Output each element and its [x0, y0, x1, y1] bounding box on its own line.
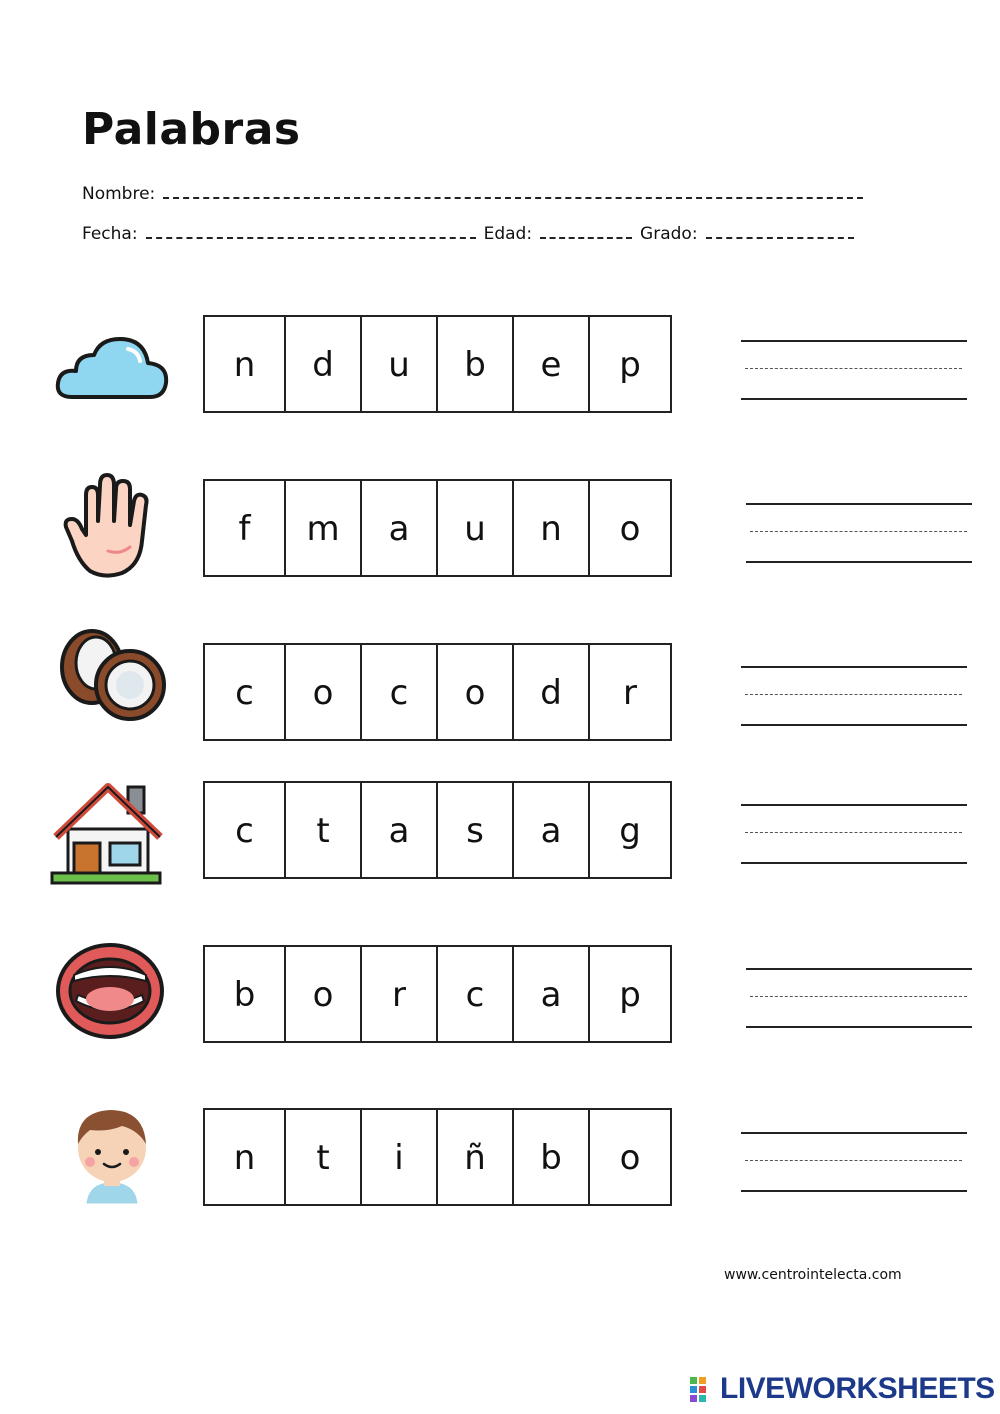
letter-boxes [203, 781, 672, 879]
boy-icon [50, 1098, 170, 1198]
letter-cell[interactable]: ñ [438, 1110, 514, 1206]
letter-cell[interactable]: d [514, 645, 590, 741]
grade-field[interactable] [706, 227, 854, 239]
letter-cell[interactable]: u [438, 481, 514, 577]
coconut-icon [50, 623, 170, 723]
letter-cell[interactable]: e [514, 317, 590, 413]
name-field[interactable] [163, 187, 863, 199]
house-icon [50, 775, 170, 875]
letter-cell[interactable]: i [362, 1110, 438, 1206]
letter-cell[interactable]: o [438, 645, 514, 741]
letter-cell[interactable]: c [205, 645, 286, 741]
letter-cell[interactable]: o [619, 1138, 641, 1178]
date-field-row [82, 224, 862, 244]
letter-cell[interactable]: r [623, 673, 637, 713]
letter-cell[interactable]: c [438, 947, 514, 1043]
letter-cell[interactable]: n [514, 481, 590, 577]
answer-lines[interactable] [741, 340, 967, 400]
liveworksheets-logo-icon [690, 1375, 716, 1403]
mouth-icon [50, 939, 170, 1039]
word-row [0, 643, 1000, 745]
letter-cell[interactable]: o [619, 509, 641, 549]
cloud-icon [50, 327, 170, 427]
word-row [0, 945, 1000, 1047]
letter-cell[interactable]: a [362, 783, 438, 879]
word-row [0, 315, 1000, 417]
letter-cell[interactable]: s [438, 783, 514, 879]
word-row [0, 479, 1000, 581]
hand-icon [50, 471, 170, 571]
letter-cell[interactable]: n [205, 317, 286, 413]
letter-cell[interactable]: t [286, 783, 362, 879]
letter-boxes [203, 479, 672, 577]
letter-cell[interactable]: g [619, 811, 641, 851]
date-label: Fecha: [82, 224, 138, 244]
letter-boxes [203, 315, 672, 413]
grade-label: Grado: [640, 224, 698, 244]
age-field[interactable] [540, 227, 632, 239]
letter-cell[interactable]: f [205, 481, 286, 577]
letter-boxes [203, 1108, 672, 1206]
letter-cell[interactable]: a [514, 783, 590, 879]
page-title: Palabras [82, 104, 301, 155]
word-row [0, 781, 1000, 883]
letter-cell[interactable]: m [286, 481, 362, 577]
letter-cell[interactable]: c [362, 645, 438, 741]
letter-cell[interactable]: b [514, 1110, 590, 1206]
name-label: Nombre: [82, 184, 156, 204]
letter-cell[interactable]: t [286, 1110, 362, 1206]
letter-cell[interactable]: b [438, 317, 514, 413]
website-url: www.centrointelecta.com [724, 1267, 902, 1283]
answer-lines[interactable] [741, 1132, 967, 1192]
letter-cell[interactable]: u [362, 317, 438, 413]
date-field[interactable] [146, 227, 476, 239]
letter-cell[interactable]: r [362, 947, 438, 1043]
age-label: Edad: [483, 224, 533, 244]
word-row [0, 1108, 1000, 1210]
brand-logo [690, 1372, 995, 1406]
brand-name: LIVEWORKSHEETS [720, 1372, 995, 1405]
answer-lines[interactable] [746, 503, 972, 563]
letter-cell[interactable]: b [205, 947, 286, 1043]
letter-cell[interactable]: a [514, 947, 590, 1043]
letter-cell[interactable]: o [286, 947, 362, 1043]
answer-lines[interactable] [741, 666, 967, 726]
answer-lines[interactable] [746, 968, 972, 1028]
answer-lines[interactable] [741, 804, 967, 864]
letter-cell[interactable]: p [619, 345, 641, 385]
letter-cell[interactable]: a [362, 481, 438, 577]
name-field-row [82, 184, 871, 204]
letter-boxes [203, 945, 672, 1043]
letter-boxes [203, 643, 672, 741]
letter-cell[interactable]: d [286, 317, 362, 413]
letter-cell[interactable]: o [286, 645, 362, 741]
letter-cell[interactable]: p [619, 975, 641, 1015]
letter-cell[interactable]: n [205, 1110, 286, 1206]
letter-cell[interactable]: c [205, 783, 286, 879]
